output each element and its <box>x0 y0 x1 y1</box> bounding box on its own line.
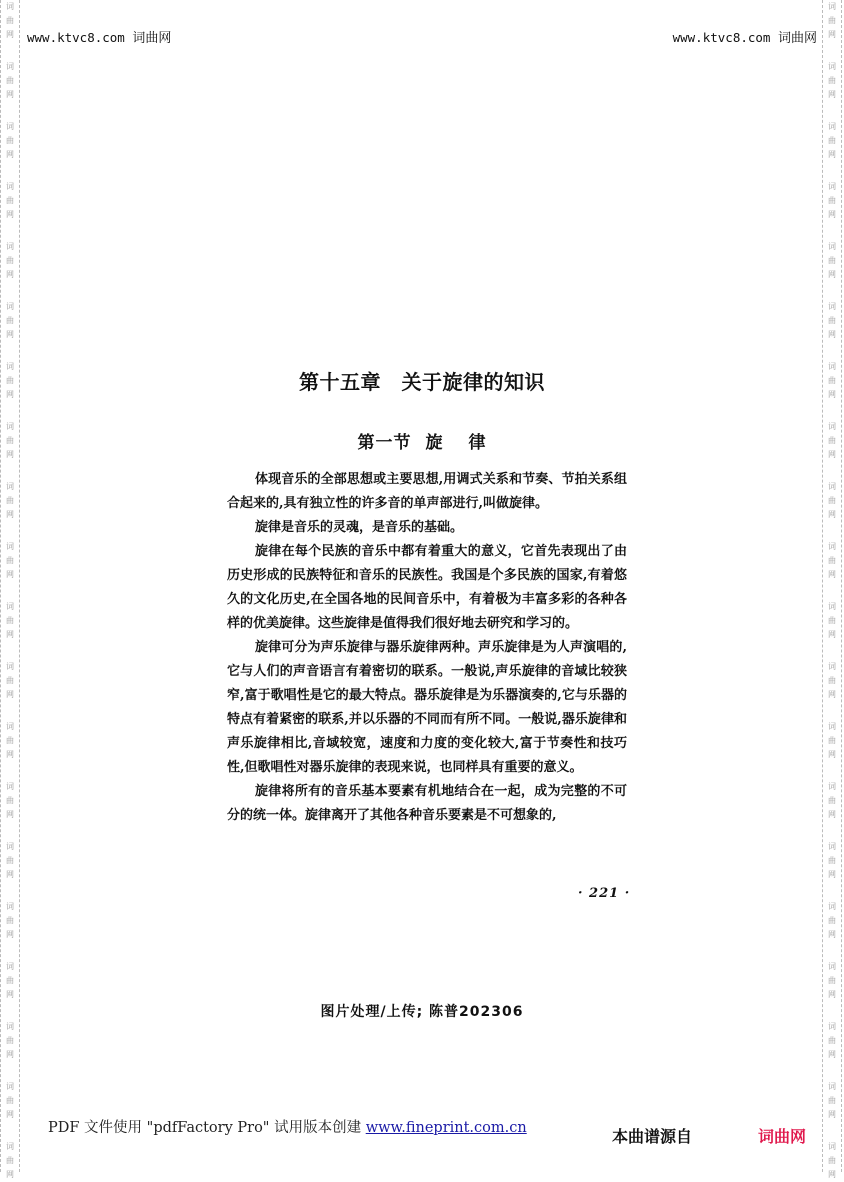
section-label: 第一节 <box>357 433 412 453</box>
watermark-glyphs: 词 曲 网 <box>6 722 14 759</box>
paragraph: 旋律将所有的音乐基本要素有机地结合在一起，成为完整的不可分的统一体。旋律离开了其他各种音乐要素是不可想象的, <box>227 784 627 823</box>
watermark-glyphs: 词 曲 网 <box>6 962 14 999</box>
watermark-glyphs: 词 曲 网 <box>6 242 14 279</box>
watermark-glyphs: 词 曲 网 <box>6 662 14 699</box>
fineprint-link[interactable]: www.fineprint.com.cn <box>365 1120 527 1136</box>
watermark-glyphs: 词 曲 网 <box>828 1142 836 1179</box>
watermark-glyphs: 词 曲 网 <box>6 182 14 219</box>
watermark-glyphs: 词 曲 网 <box>6 422 14 459</box>
watermark-glyphs: 词 曲 网 <box>828 422 836 459</box>
chapter-title: 第十五章 关于旋律的知识 <box>299 370 545 394</box>
paragraph: 旋律可分为声乐旋律与器乐旋律两种。声乐旋律是为人声演唱的,它与人们的声音语言有着密切的联系。一般说,声乐旋律的音域比较狭窄,富于歌唱性是它的最大特点。器乐旋律是为乐器演奏的,它与乐器的特点有着紧密的联系,并以乐器的不同而有所不同。一般说,器乐旋律和声乐旋律相比,音域较宽，速度和力度的变化较大,富于节奏性和技巧性,但歌唱性对器乐旋律的表现来说，也同样具有重要的意义。 <box>227 640 627 775</box>
watermark-glyphs: 词 曲 网 <box>828 2 836 39</box>
watermark-glyphs: 词 曲 网 <box>828 782 836 819</box>
header-stamp-right <box>673 27 817 46</box>
watermark-glyphs: 词 曲 网 <box>828 122 836 159</box>
header-site-left: 词曲网 <box>132 31 172 46</box>
header-url-left: www.ktvc8.com <box>27 30 125 45</box>
source-label: 本曲谱源自 <box>612 1127 693 1146</box>
watermark-glyphs: 词 曲 网 <box>828 602 836 639</box>
watermark-glyphs: 词 曲 网 <box>6 542 14 579</box>
watermark-glyphs: 词 曲 网 <box>6 842 14 879</box>
upload-credit: 图片处理/上传; 陈普202306 <box>320 1004 524 1020</box>
paragraph: 旋律是音乐的灵魂，是音乐的基础。 <box>255 520 464 535</box>
paragraph: 体现音乐的全部思想或主要思想,用调式关系和节奏、节拍关系组合起来的,具有独立性的许多音的单声部进行,叫做旋律。 <box>227 472 627 511</box>
watermark-glyphs: 词 曲 网 <box>6 302 14 339</box>
watermark-glyphs: 词 曲 网 <box>6 902 14 939</box>
watermark-glyphs: 词 曲 网 <box>6 1022 14 1059</box>
watermark-glyphs: 词 曲 网 <box>6 62 14 99</box>
paragraph: 旋律在每个民族的音乐中都有着重大的意义，它首先表现出了由历史形成的民族特征和音乐的民族性。我国是个多民族的国家,有着悠久的文化历史,在全国各地的民间音乐中，有着极为丰富多彩的各种各样的优美旋律。这些旋律是值得我们很好地去研究和学习的。 <box>227 544 627 631</box>
page-number: · 221 · <box>578 886 631 901</box>
watermark-glyphs: 词 曲 网 <box>828 182 836 219</box>
site-logo: 词曲网 <box>758 1127 807 1146</box>
watermark-glyphs: 词 曲 网 <box>828 842 836 879</box>
watermark-glyphs: 词 曲 网 <box>828 302 836 339</box>
watermark-glyphs: 词 曲 网 <box>828 1022 836 1059</box>
pdf-note-text: PDF 文件使用 "pdfFactory Pro" 试用版本创建 <box>48 1120 362 1136</box>
right-watermark-strip <box>822 0 842 1179</box>
watermark-glyphs: 词 曲 网 <box>828 482 836 519</box>
watermark-glyphs: 词 曲 网 <box>828 62 836 99</box>
watermark-glyphs: 词 曲 网 <box>6 122 14 159</box>
watermark-glyphs: 词 曲 网 <box>6 602 14 639</box>
watermark-glyphs: 词 曲 网 <box>828 362 836 399</box>
section-title <box>0 428 844 453</box>
watermark-glyphs: 词 曲 网 <box>6 782 14 819</box>
watermark-glyphs: 词 曲 网 <box>828 722 836 759</box>
watermark-glyphs: 词 曲 网 <box>828 1082 836 1119</box>
watermark-glyphs: 词 曲 网 <box>828 902 836 939</box>
watermark-glyphs: 词 曲 网 <box>828 962 836 999</box>
header-url-right: www.ktvc8.com <box>672 30 771 45</box>
watermark-glyphs: 词 曲 网 <box>6 482 14 519</box>
header-site-right: 词曲网 <box>777 31 817 46</box>
watermark-glyphs: 词 曲 网 <box>6 1082 14 1119</box>
body-text <box>227 468 627 828</box>
watermark-glyphs: 词 曲 网 <box>828 242 836 279</box>
watermark-glyphs: 词 曲 网 <box>828 662 836 699</box>
header-stamp-left <box>27 27 171 46</box>
watermark-glyphs: 词 曲 网 <box>6 1142 14 1179</box>
watermark-glyphs: 词 曲 网 <box>6 2 14 39</box>
section-heading-char-1: 旋 <box>425 433 469 453</box>
pdf-creator-note <box>48 1116 527 1137</box>
watermark-glyphs: 词 曲 网 <box>6 362 14 399</box>
watermark-glyphs: 词 曲 网 <box>828 542 836 579</box>
left-watermark-strip <box>0 0 20 1179</box>
section-heading-char-2: 律 <box>468 433 487 453</box>
